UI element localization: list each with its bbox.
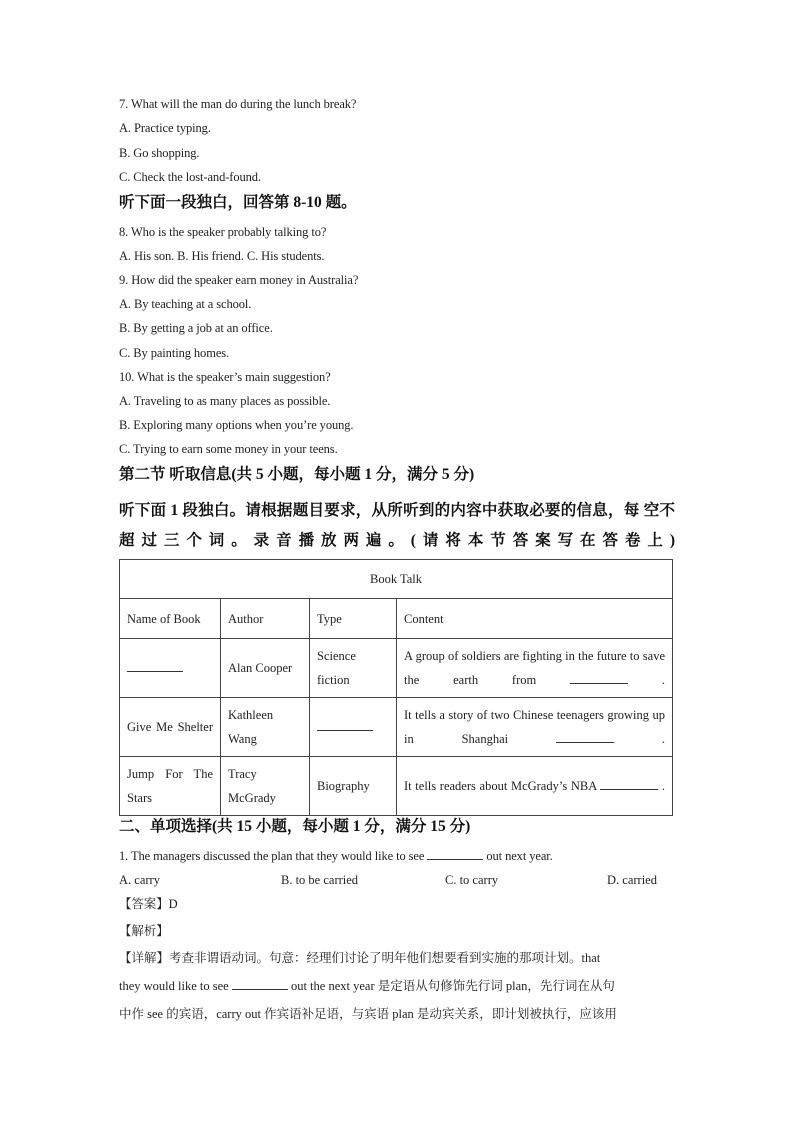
question-10-option-b: B. Exploring many options when you’re young. [119, 418, 354, 432]
content-cell: It tells readers about McGrady’s NBA . [397, 757, 673, 816]
header-author: Author [221, 599, 310, 639]
header-name-of-book: Name of Book [120, 599, 221, 639]
single-choice-question-1: 1. The managers discussed the plan that they would like to see out next year. [119, 849, 553, 863]
answer-blank [232, 978, 288, 990]
book-name-cell: Jump For The Stars [120, 757, 221, 816]
type-cell: Biography [310, 757, 397, 816]
explanation-line-1: 【详解】考查非谓语动词。句意：经理们讨论了明年他们想要看到实施的那项计划。that [119, 951, 601, 965]
content-cell: A group of soldiers are fighting in the future to save the earth from . [397, 639, 673, 698]
book-name-cell: Give Me Shelter [120, 698, 221, 757]
table-row [120, 639, 673, 698]
question-9-option-b: B. By getting a job at an office. [119, 321, 273, 335]
question-8: 8. Who is the speaker probably talking to? [119, 225, 327, 239]
question-10-option-a: A. Traveling to as many places as possible. [119, 394, 331, 408]
section-2-instruction: 听下面 1 段独白。请根据题目要求，从所听到的内容中获取必要的信息，每 空不超过三个词。录音播放两遍。(请将本节答案写在答卷上) [119, 502, 675, 549]
question-9-option-c: C. By painting homes. [119, 346, 230, 360]
table-title: Book Talk [120, 560, 673, 599]
answer-blank [317, 719, 373, 731]
type-cell: Science fiction [310, 639, 397, 698]
question-10: 10. What is the speaker’s main suggestion? [119, 370, 331, 384]
option-c: C. to carry [445, 873, 499, 887]
answer-blank [570, 672, 628, 684]
option-b: B. to be carried [281, 873, 359, 887]
question-9-option-a: A. By teaching at a school. [119, 297, 252, 311]
content-cell: It tells a story of two Chinese teenagers growing up in Shanghai . [397, 698, 673, 757]
book-name-blank [120, 639, 221, 698]
answer-blank [127, 660, 183, 672]
table-row [120, 698, 673, 757]
book-talk-table [119, 559, 673, 816]
author-cell: Alan Cooper [221, 639, 310, 698]
author-cell: Kathleen Wang [221, 698, 310, 757]
type-blank [310, 698, 397, 757]
question-10-option-c: C. Trying to earn some money in your teens. [119, 442, 338, 456]
header-type: Type [310, 599, 397, 639]
answer-blank [600, 778, 658, 790]
question-9: 9. How did the speaker earn money in Australia? [119, 273, 359, 287]
monologue-heading: 听下面一段独白，回答第 8-10 题。 [119, 194, 357, 211]
header-content: Content [397, 599, 673, 639]
question-7-option-c: C. Check the lost-and-found. [119, 170, 261, 184]
section-2-heading: 第二节 听取信息(共 5 小题，每小题 1 分，满分 5 分) [119, 466, 475, 483]
answer-blank [427, 848, 483, 860]
question-7-option-a: A. Practice typing. [119, 121, 211, 135]
analysis-label: 【解析】 [119, 924, 169, 938]
question-8-options: A. His son. B. His friend. C. His students. [119, 249, 325, 263]
author-cell: Tracy McGrady [221, 757, 310, 816]
table-row [120, 757, 673, 816]
option-d: D. carried [607, 873, 657, 887]
option-a: A. carry [119, 873, 160, 887]
part-2-heading: 二、单项选择(共 15 小题，每小题 1 分，满分 15 分) [119, 818, 471, 835]
question-7-option-b: B. Go shopping. [119, 146, 200, 160]
explanation-line-2: they would like to see out the next year 是定语从句修饰先行词 plan，先行词在从句 [119, 979, 615, 993]
question-7: 7. What will the man do during the lunch break? [119, 97, 357, 111]
answer-blank [556, 731, 614, 743]
explanation-line-3: 中作 see 的宾语，carry out 作宾语补足语，与宾语 plan 是动宾关系，即计划被执行，应该用 [119, 1007, 617, 1021]
answer-line: 【答案】D [119, 897, 178, 911]
